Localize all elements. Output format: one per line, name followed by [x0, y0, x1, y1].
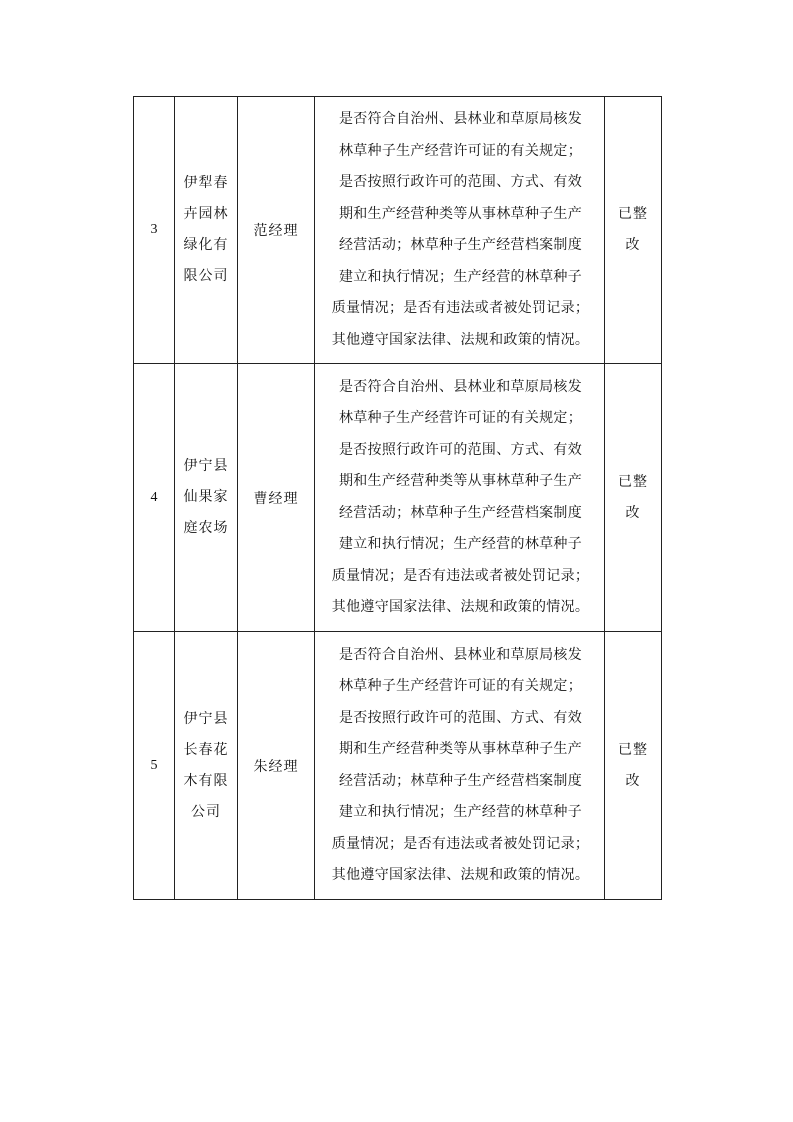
content-line: 是否按照行政许可的范围、方式、有效: [338, 709, 583, 726]
company-line: 绿化有: [183, 237, 229, 253]
rectification-status: [605, 364, 662, 632]
company-name: [175, 97, 238, 364]
company-line: 长春花: [183, 741, 229, 758]
company-line: 仙果家: [183, 489, 229, 505]
company-line: 伊宁县: [183, 458, 229, 474]
table-row: [134, 97, 662, 364]
content-line: 其他遵守国家法律、法规和政策的情况。: [331, 331, 590, 348]
status-line: 已整: [618, 473, 648, 490]
inspection-content: [315, 97, 605, 364]
content-line: 其他遵守国家法律、法规和政策的情况。: [331, 599, 590, 615]
table-row: [134, 632, 662, 900]
content-line: 是否按照行政许可的范围、方式、有效: [338, 441, 583, 458]
content-line: 经营活动；林草种子生产经营档案制度: [338, 504, 583, 521]
status-line: 已整: [618, 741, 648, 758]
company-line: 木有限: [183, 772, 229, 789]
company-line: 伊宁县: [183, 710, 229, 727]
contact-person: 范经理: [238, 97, 315, 364]
row-number: 3: [134, 97, 175, 364]
status-line: 改: [625, 237, 641, 253]
company-name: [175, 632, 238, 900]
inspection-table: [133, 96, 662, 900]
table-row: [134, 364, 662, 632]
company-line: 限公司: [183, 268, 229, 284]
row-number: 4: [134, 364, 175, 632]
status-line: 改: [625, 504, 641, 521]
content-line: 建立和执行情况；生产经营的林草种子: [338, 268, 583, 285]
company-line: 庭农场: [183, 520, 229, 536]
content-line: 建立和执行情况；生产经营的林草种子: [338, 804, 583, 820]
status-line: 已整: [618, 206, 648, 222]
inspection-content: [315, 632, 605, 900]
content-line: 经营活动；林草种子生产经营档案制度: [338, 237, 583, 253]
content-line: 是否符合自治州、县林业和草原局核发: [338, 111, 583, 127]
contact-person: 朱经理: [238, 632, 315, 900]
content-line: 建立和执行情况；生产经营的林草种子: [338, 536, 583, 552]
company-line: 伊犁春: [183, 175, 229, 191]
content-line: 质量情况；是否有违法或者被处罚记录；: [331, 567, 590, 584]
row-number: 5: [134, 632, 175, 900]
content-line: 期和生产经营种类等从事林草种子生产: [338, 741, 583, 757]
rectification-status: [605, 632, 662, 900]
rectification-status: [605, 97, 662, 364]
inspection-content: [315, 364, 605, 632]
content-line: 是否符合自治州、县林业和草原局核发: [338, 646, 583, 663]
content-line: 林草种子生产经营许可证的有关规定；: [338, 142, 583, 159]
content-line: 林草种子生产经营许可证的有关规定；: [338, 678, 583, 694]
contact-person: 曹经理: [238, 364, 315, 632]
content-line: 质量情况；是否有违法或者被处罚记录；: [331, 300, 590, 316]
content-line: 期和生产经营种类等从事林草种子生产: [338, 205, 583, 222]
content-line: 质量情况；是否有违法或者被处罚记录；: [331, 835, 590, 852]
content-line: 经营活动；林草种子生产经营档案制度: [338, 772, 583, 789]
company-name: [175, 364, 238, 632]
content-line: 其他遵守国家法律、法规和政策的情况。: [331, 867, 590, 883]
content-line: 林草种子生产经营许可证的有关规定；: [338, 410, 583, 426]
status-line: 改: [625, 772, 641, 789]
content-line: 期和生产经营种类等从事林草种子生产: [338, 473, 583, 489]
company-line: 公司: [191, 803, 221, 820]
content-line: 是否按照行政许可的范围、方式、有效: [338, 174, 583, 190]
company-line: 卉园林: [183, 206, 229, 222]
content-line: 是否符合自治州、县林业和草原局核发: [338, 378, 583, 395]
